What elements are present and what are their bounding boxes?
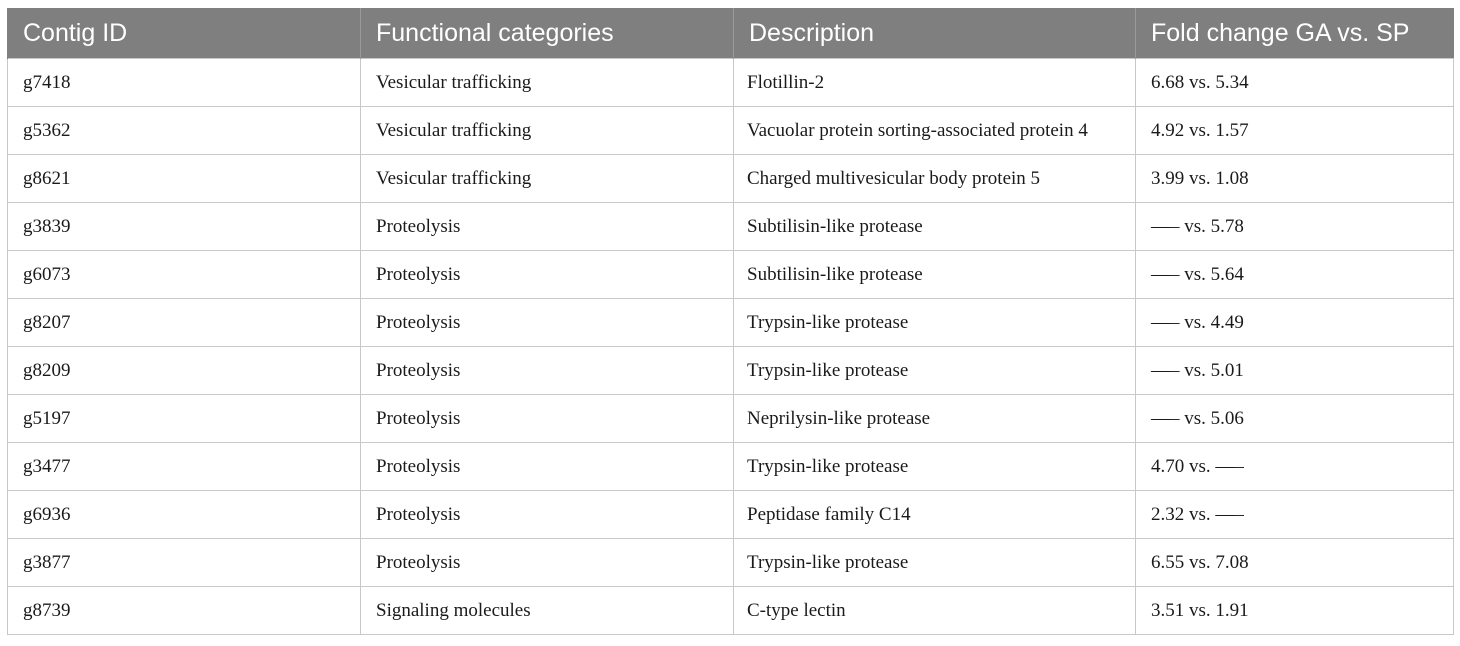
- cell-functional-category: Proteolysis: [361, 251, 734, 299]
- cell-fold-change: —– vs. 5.01: [1136, 347, 1454, 395]
- header-contig-id: Contig ID: [8, 8, 361, 59]
- cell-functional-category: Proteolysis: [361, 443, 734, 491]
- cell-functional-category: Vesicular trafficking: [361, 59, 734, 107]
- cell-description: Peptidase family C14: [734, 491, 1136, 539]
- cell-fold-change: 3.51 vs. 1.91: [1136, 587, 1454, 635]
- cell-fold-change: —– vs. 5.78: [1136, 203, 1454, 251]
- table-body: [8, 59, 1454, 635]
- cell-functional-category: Proteolysis: [361, 491, 734, 539]
- table-row: [8, 251, 1454, 299]
- cell-contig-id: g3839: [8, 203, 361, 251]
- cell-fold-change: 4.70 vs. —–: [1136, 443, 1454, 491]
- data-table-container: [7, 8, 1453, 635]
- header-description: Description: [734, 8, 1136, 59]
- table-row: [8, 203, 1454, 251]
- cell-functional-category: Proteolysis: [361, 299, 734, 347]
- table-row: [8, 587, 1454, 635]
- cell-fold-change: 3.99 vs. 1.08: [1136, 155, 1454, 203]
- cell-contig-id: g8621: [8, 155, 361, 203]
- cell-contig-id: g3877: [8, 539, 361, 587]
- cell-contig-id: g8209: [8, 347, 361, 395]
- table-row: [8, 347, 1454, 395]
- header-row: [8, 8, 1454, 59]
- table-row: [8, 395, 1454, 443]
- header-functional-categories: Functional categories: [361, 8, 734, 59]
- cell-functional-category: Proteolysis: [361, 347, 734, 395]
- cell-functional-category: Proteolysis: [361, 395, 734, 443]
- cell-functional-category: Proteolysis: [361, 539, 734, 587]
- cell-functional-category: Vesicular trafficking: [361, 155, 734, 203]
- table-header: [8, 8, 1454, 59]
- data-table: [7, 8, 1454, 635]
- cell-description: Trypsin-like protease: [734, 299, 1136, 347]
- cell-description: Flotillin-2: [734, 59, 1136, 107]
- table-row: [8, 539, 1454, 587]
- cell-description: Trypsin-like protease: [734, 443, 1136, 491]
- cell-fold-change: 2.32 vs. —–: [1136, 491, 1454, 539]
- cell-contig-id: g6073: [8, 251, 361, 299]
- cell-description: Trypsin-like protease: [734, 347, 1136, 395]
- cell-functional-category: Proteolysis: [361, 203, 734, 251]
- cell-contig-id: g3477: [8, 443, 361, 491]
- cell-description: Charged multivesicular body protein 5: [734, 155, 1136, 203]
- cell-description: Neprilysin-like protease: [734, 395, 1136, 443]
- cell-contig-id: g5362: [8, 107, 361, 155]
- cell-description: Subtilisin-like protease: [734, 203, 1136, 251]
- cell-contig-id: g8739: [8, 587, 361, 635]
- cell-fold-change: 6.68 vs. 5.34: [1136, 59, 1454, 107]
- table-row: [8, 59, 1454, 107]
- cell-description: Subtilisin-like protease: [734, 251, 1136, 299]
- header-fold-change: Fold change GA vs. SP: [1136, 8, 1454, 59]
- table-row: [8, 443, 1454, 491]
- cell-description: C-type lectin: [734, 587, 1136, 635]
- cell-description: Vacuolar protein sorting-associated protein 4: [734, 107, 1136, 155]
- table-row: [8, 155, 1454, 203]
- cell-description: Trypsin-like protease: [734, 539, 1136, 587]
- cell-fold-change: —– vs. 4.49: [1136, 299, 1454, 347]
- cell-contig-id: g8207: [8, 299, 361, 347]
- cell-fold-change: 4.92 vs. 1.57: [1136, 107, 1454, 155]
- table-row: [8, 491, 1454, 539]
- cell-functional-category: Signaling molecules: [361, 587, 734, 635]
- table-row: [8, 107, 1454, 155]
- cell-fold-change: —– vs. 5.06: [1136, 395, 1454, 443]
- cell-functional-category: Vesicular trafficking: [361, 107, 734, 155]
- cell-fold-change: —– vs. 5.64: [1136, 251, 1454, 299]
- cell-contig-id: g5197: [8, 395, 361, 443]
- cell-fold-change: 6.55 vs. 7.08: [1136, 539, 1454, 587]
- cell-contig-id: g7418: [8, 59, 361, 107]
- table-row: [8, 299, 1454, 347]
- cell-contig-id: g6936: [8, 491, 361, 539]
